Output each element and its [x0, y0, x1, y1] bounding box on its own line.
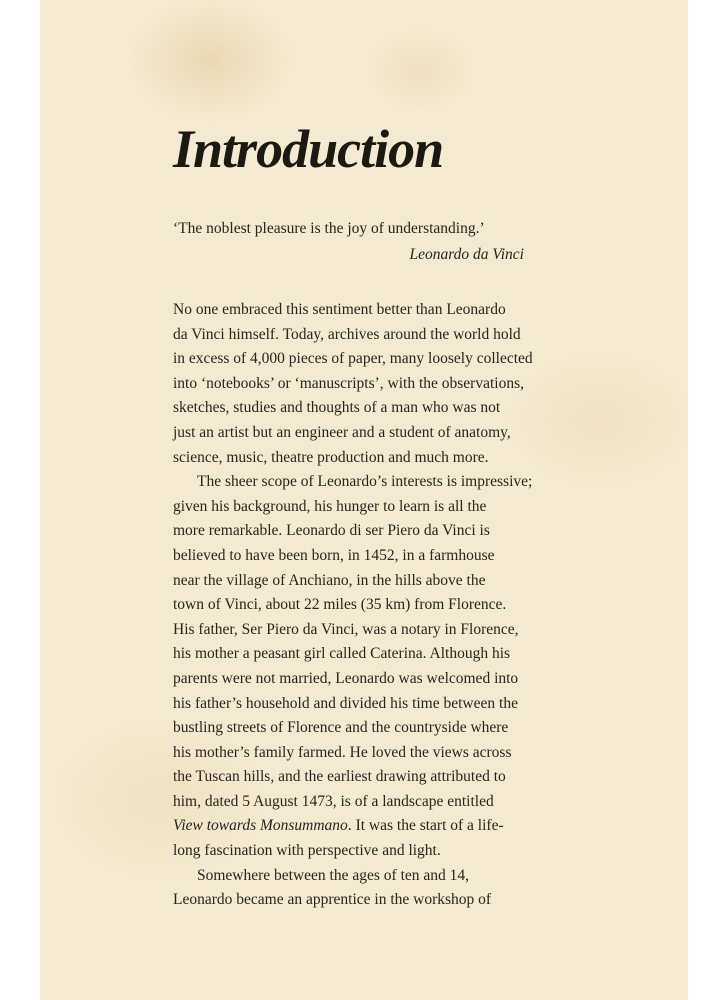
text-line: given his background, his hunger to learn is all the: [173, 497, 487, 515]
text-line: sketches, studies and thoughts of a man who was not: [173, 399, 501, 417]
epigraph-attribution: Leonardo da Vinci: [409, 246, 524, 263]
text-line: his mother a peasant girl called Caterina. Although his: [173, 645, 511, 663]
text-line: The sheer scope of Leonardo’s interests is impressive;: [197, 473, 533, 491]
text-line: just an artist but an engineer and a student of anatomy,: [173, 423, 511, 441]
text-line: Leonardo became an apprentice in the workshop of: [173, 891, 492, 909]
text-line: No one embraced this sentiment better than Leonardo: [173, 301, 506, 318]
artwork-title: View towards Monsummano: [173, 817, 348, 835]
text-line: the Tuscan hills, and the earliest drawing attributed to: [173, 768, 506, 786]
text-line: him, dated 5 August 1473, is of a landscape entitled: [173, 792, 494, 810]
text-line: in excess of 4,000 pieces of paper, many loosely collected: [173, 350, 533, 368]
text-line: science, music, theatre production and much more.: [173, 448, 489, 466]
text-line: Somewhere between the ages of ten and 14,: [197, 866, 470, 884]
text-line: believed to have been born, in 1452, in a farmhouse: [173, 546, 495, 564]
text-line: His father, Ser Piero da Vinci, was a notary in Florence,: [173, 620, 519, 638]
text-line: da Vinci himself. Today, archives around the world hold: [173, 325, 521, 343]
text-line-rest: . It was the start of a life-: [347, 817, 504, 835]
text-line: long fascination with perspective and light.: [173, 842, 441, 860]
text-line: parents were not married, Leonardo was welcomed into: [173, 669, 519, 687]
text-line: his mother’s family farmed. He loved the views across: [173, 743, 512, 761]
book-page: [40, 0, 688, 1000]
text-line: bustling streets of Florence and the countryside where: [173, 719, 509, 737]
text-line: into ‘notebooks’ or ‘manuscripts’, with the observations,: [173, 374, 524, 392]
text-line: more remarkable. Leonardo di ser Piero da Vinci is: [173, 522, 490, 540]
chapter-title: Introduction: [173, 119, 444, 179]
text-line: his father’s household and divided his time between the: [173, 694, 518, 712]
text-line: [173, 814, 573, 839]
epigraph-quote: ‘The noblest pleasure is the joy of understanding.’: [173, 220, 485, 237]
body-text: [173, 298, 573, 913]
text-line: near the village of Anchiano, in the hills above the: [173, 571, 486, 589]
text-line: town of Vinci, about 22 miles (35 km) from Florence.: [173, 596, 507, 614]
